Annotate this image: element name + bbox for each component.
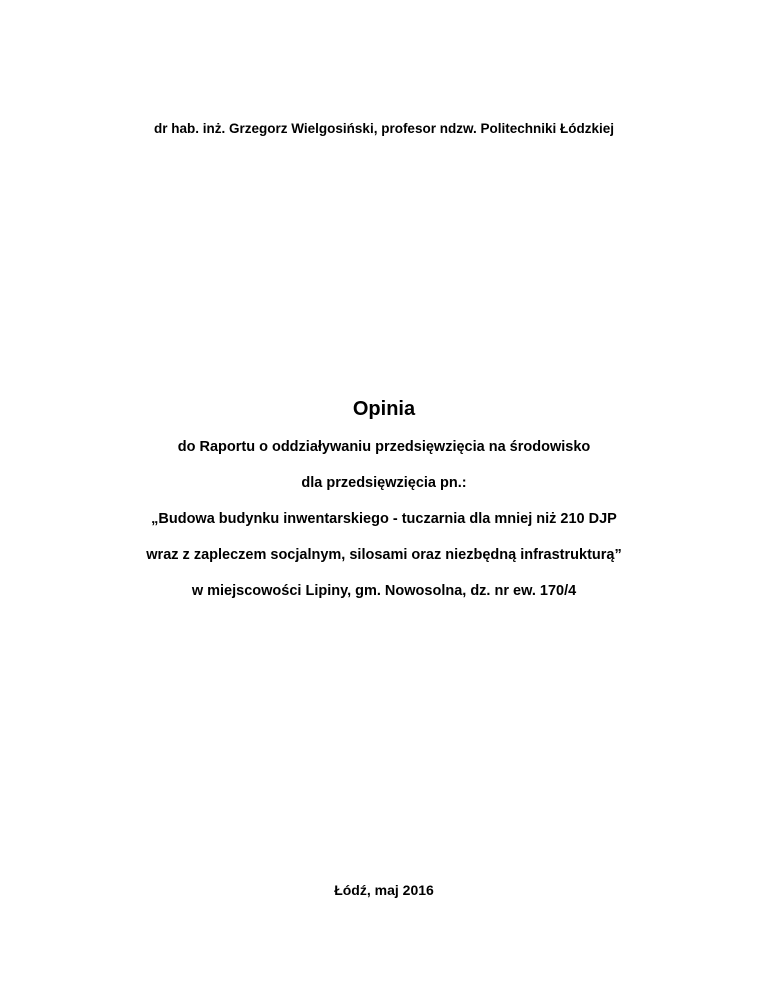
document-title: Opinia: [352, 398, 416, 420]
subtitle-line-2: dla przedsięwzięcia pn.:: [301, 475, 467, 491]
project-location-line: w miejscowości Lipiny, gm. Nowosolna, dz. nr ew. 170/4: [191, 583, 577, 599]
project-name-line-2: wraz z zapleczem socjalnym, silosami oraz niezbędną infrastrukturą”: [146, 547, 622, 563]
project-name-line-1: „Budowa budynku inwentarskiego - tuczarnia dla mniej niż 210 DJP: [151, 511, 617, 527]
place-date: Łódź, maj 2016: [334, 882, 434, 898]
author-line: dr hab. inż. Grzegorz Wielgosiński, profesor ndzw. Politechniki Łódzkiej: [154, 121, 614, 136]
subtitle-line-1: do Raportu o oddziaływaniu przedsięwzięcia na środowisko: [177, 439, 591, 455]
